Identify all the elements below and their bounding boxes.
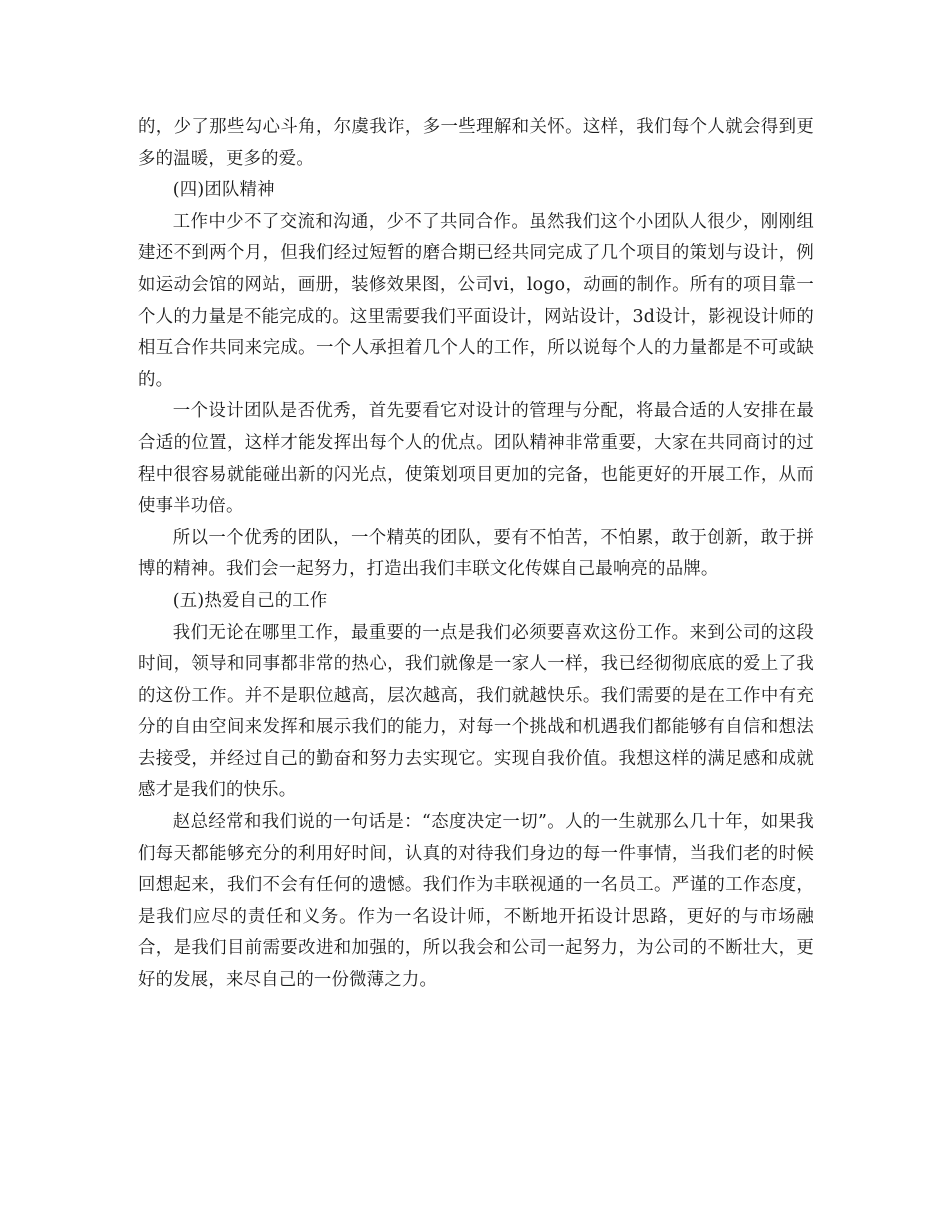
document-body bbox=[138, 112, 814, 997]
section-heading-team-spirit: (四)团队精神 bbox=[172, 180, 275, 201]
paragraph-team-brand: 所以一个优秀的团队，一个精英的团队，要有不怕苦，不怕累，敢于创新，敢于拼博的精神。我们会一起努力，打造出我们丰联文化传媒自己最响亮的品牌。 bbox=[138, 527, 814, 580]
paragraph-teamwork: 工作中少不了交流和沟通，少不了共同合作。虽然我们这个小团队人很少，刚刚组建还不到两个月，但我们经过短暂的磨合期已经共同完成了几个项目的策划与设计，例如运动会馆的网站，画册，装修效果图，公司vi，logo，动画的制作。所有的项目靠一个人的力量是不能完成的。这里需要我们平面设计，网站设计，3d设计，影视设计师的相互合作共同来完成。一个人承担着几个人的工作，所以说每个人的力量都是不可或缺的。 bbox=[138, 211, 814, 390]
paragraph-team-quality: 一个设计团队是否优秀，首先要看它对设计的管理与分配，将最合适的人安排在最合适的位置，这样才能发挥出每个人的优点。团队精神非常重要，大家在共同商讨的过程中很容易就能碰出新的闪光点，使策划项目更加的完备，也能更好的开展工作，从而使事半功倍。 bbox=[138, 401, 814, 517]
paragraph-love-work: 我们无论在哪里工作，最重要的一点是我们必须要喜欢这份工作。来到公司的这段时间，领导和同事都非常的热心，我们就像是一家人一样，我已经彻彻底底的爱上了我的这份工作。并不是职位越高，层次越高，我们就越快乐。我们需要的是在工作中有充分的自由空间来发挥和展示我们的能力，对每一个挑战和机遇我们都能够有自信和想法去接受，并经过自己的勤奋和努力去实现它。实现自我价值。我想这样的满足感和成就感才是我们的快乐。 bbox=[138, 622, 814, 801]
paragraph-continuation: 的，少了那些勾心斗角，尔虞我诈，多一些理解和关怀。这样，我们每个人就会得到更多的温暖，更多的爱。 bbox=[138, 117, 814, 169]
paragraph-attitude: 赵总经常和我们说的一句话是：“态度决定一切”。人的一生就那么几十年，如果我们每天都能够充分的利用好时间，认真的对待我们身边的每一件事情，当我们老的时候回想起来，我们不会有任何的遗憾。我们作为丰联视通的一名员工。严谨的工作态度，是我们应尽的责任和义务。作为一名设计师，不断地开拓设计思路，更好的与市场融合，是我们目前需要改进和加强的，所以我会和公司一起努力，为公司的不断壮大，更好的发展，来尽自己的一份微薄之力。 bbox=[138, 812, 814, 991]
section-heading-love-work: (五)热爱自己的工作 bbox=[172, 590, 328, 611]
